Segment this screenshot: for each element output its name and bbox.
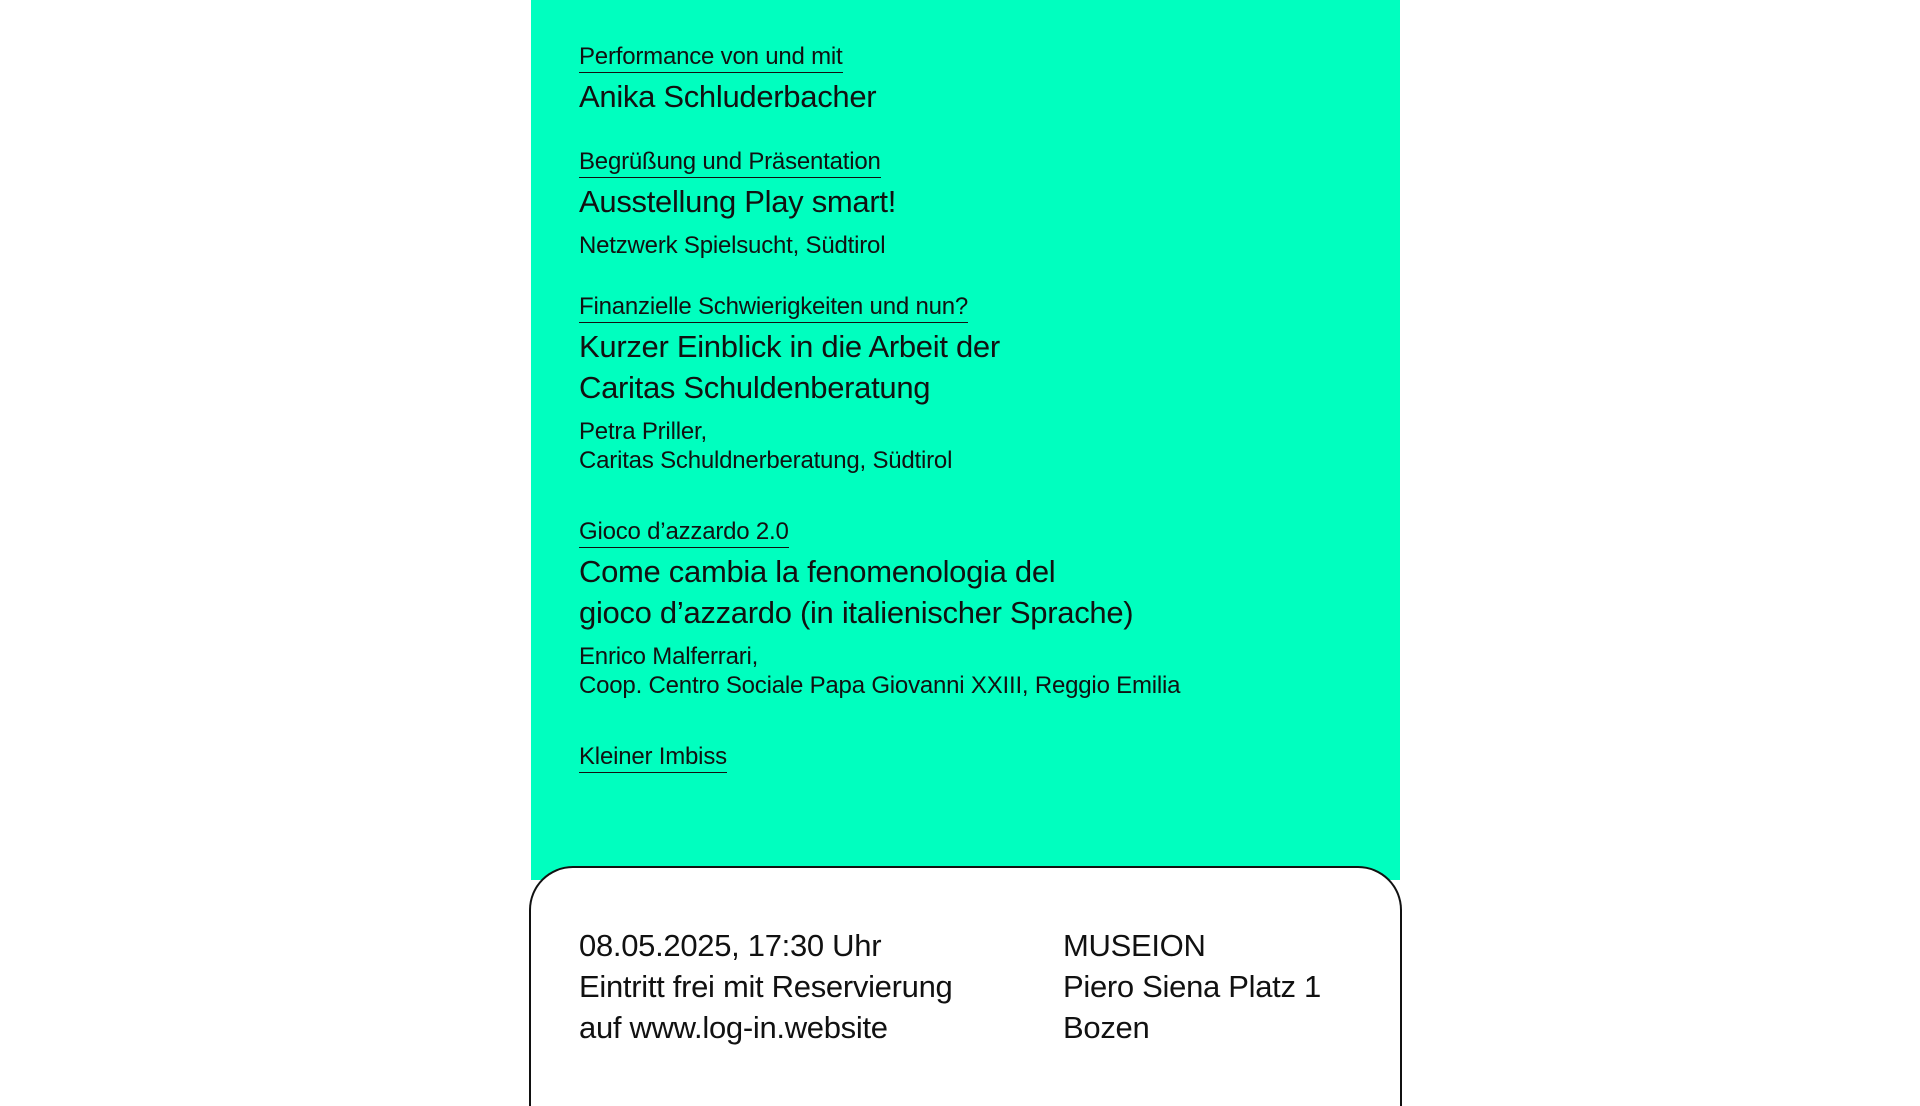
title-line: Come cambia la fenomenologia del (579, 554, 1056, 589)
speaker-line: Enrico Malferrari, (579, 643, 759, 670)
program-item-performance (579, 42, 876, 117)
title-line: Anika Schluderbacher (579, 79, 877, 114)
event-poster (531, 0, 1400, 1080)
program-item-title (579, 551, 1180, 633)
event-date-info (579, 925, 952, 1048)
program-item-title (579, 76, 876, 117)
speaker-line: Caritas Schuldnerberatung, Südtirol (579, 447, 953, 474)
title-line: Kurzer Einblick in die Arbeit der (579, 329, 1000, 364)
program-item-label: Kleiner Imbiss (579, 742, 727, 773)
title-line: Ausstellung Play smart! (579, 184, 897, 219)
program-panel (531, 0, 1400, 880)
program-item-title (579, 326, 1000, 408)
venue-name: MUSEION (1063, 928, 1206, 963)
program-item-label: Begrüßung und Präsentation (579, 147, 881, 178)
title-line: gioco d’azzardo (in italienischer Sprache) (579, 595, 1134, 630)
program-item-snack (579, 742, 727, 773)
program-item-welcome (579, 147, 896, 260)
program-item-speaker (579, 231, 896, 260)
event-date: 08.05.2025, 17:30 Uhr (579, 928, 882, 963)
speaker-line: Coop. Centro Sociale Papa Giovanni XXIII, Reggio Emilia (579, 672, 1181, 699)
program-item-label: Gioco d’azzardo 2.0 (579, 517, 789, 548)
speaker-line: Petra Priller, (579, 418, 707, 445)
program-item-label: Finanzielle Schwierigkeiten und nun? (579, 292, 968, 323)
admission-info: Eintritt frei mit Reservierung (579, 969, 953, 1004)
program-item-caritas (579, 292, 1000, 475)
title-line: Caritas Schuldenberatung (579, 370, 931, 405)
program-item-title (579, 181, 896, 222)
program-item-speaker (579, 417, 1000, 475)
reservation-website: auf www.log-in.website (579, 1010, 888, 1045)
program-item-gioco (579, 517, 1180, 700)
venue-address: Piero Siena Platz 1 (1063, 969, 1321, 1004)
program-item-speaker (579, 642, 1180, 700)
program-item-label: Performance von und mit (579, 42, 843, 73)
venue-city: Bozen (1063, 1010, 1150, 1045)
speaker-line: Netzwerk Spielsucht, Südtirol (579, 232, 886, 259)
venue-info (1063, 925, 1321, 1048)
